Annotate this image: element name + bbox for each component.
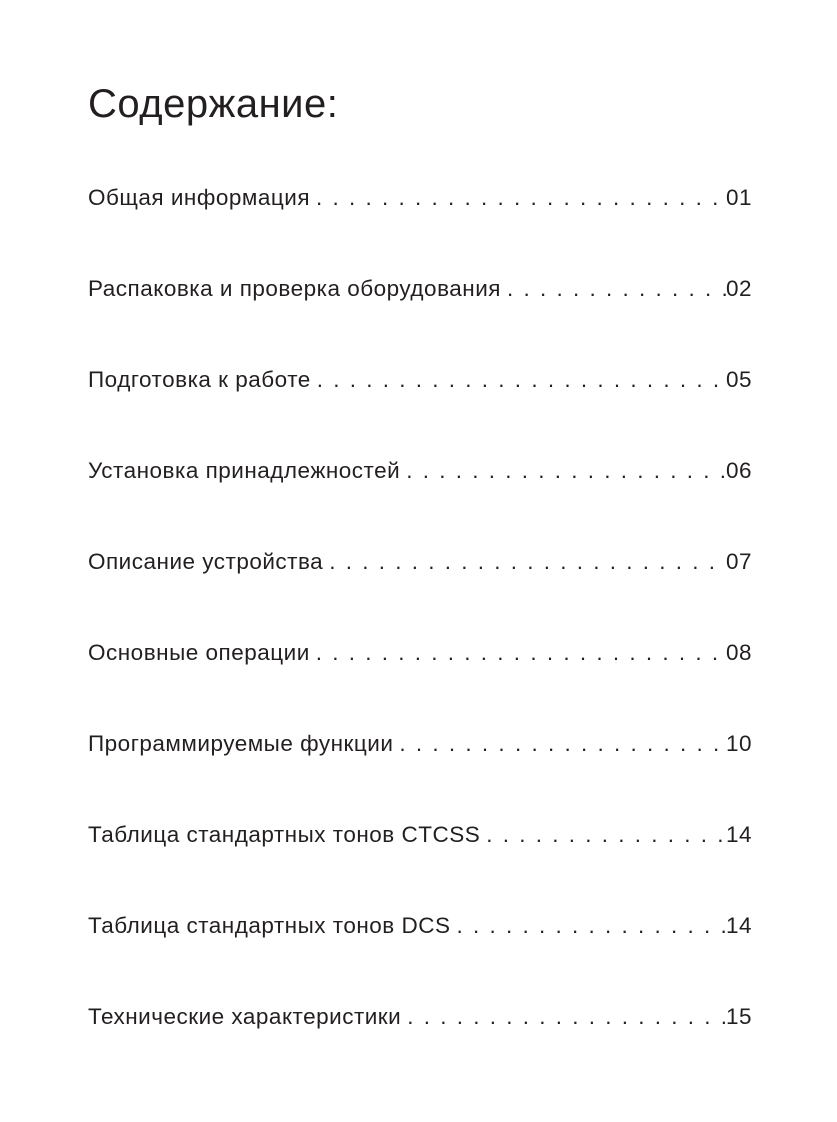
toc-entry-dcs-table[interactable] (88, 911, 752, 1002)
toc-entry-label: Основные операции (88, 640, 310, 665)
toc-page-number: 15 (725, 1004, 752, 1029)
toc-entry-label: Программируемые функции (88, 731, 394, 756)
toc-page-number: 14 (725, 913, 752, 938)
toc-entry-ctcss-table[interactable] (88, 820, 752, 911)
toc-entry-basic-operations[interactable] (88, 638, 752, 729)
toc-entry-label: Подготовка к работе (88, 367, 311, 392)
dot-leader (310, 638, 726, 668)
dot-leader (451, 911, 726, 941)
dot-leader (310, 183, 726, 213)
toc-page-number: 01 (725, 185, 752, 210)
toc-entry-preparation[interactable] (88, 365, 752, 456)
dot-leader (401, 1002, 726, 1032)
page-title: Содержание: (88, 82, 339, 126)
toc-page-number: 07 (725, 549, 752, 574)
toc-entry-label: Таблица стандартных тонов CTCSS (88, 822, 481, 847)
toc-entry-label: Установка принадлежностей (88, 458, 401, 483)
table-of-contents (88, 183, 752, 1093)
dot-leader (480, 820, 726, 850)
dot-leader (400, 456, 726, 486)
toc-entry-label: Описание устройства (88, 549, 324, 574)
dot-leader (393, 729, 726, 759)
toc-entry-accessories[interactable] (88, 456, 752, 547)
dot-leader (501, 274, 726, 304)
toc-page-number: 08 (725, 640, 752, 665)
toc-entry-label: Таблица стандартных тонов DCS (88, 913, 451, 938)
dot-leader (323, 547, 726, 577)
toc-entry-programmable-functions[interactable] (88, 729, 752, 820)
toc-entry-general-info[interactable] (88, 183, 752, 274)
toc-entry-label: Распаковка и проверка оборудования (88, 276, 501, 301)
toc-page-number: 05 (725, 367, 752, 392)
toc-entry-label: Технические характеристики (88, 1004, 402, 1029)
toc-entry-unpacking[interactable] (88, 274, 752, 365)
toc-page-number: 10 (725, 731, 752, 756)
toc-page-number: 06 (725, 458, 752, 483)
toc-entry-device-description[interactable] (88, 547, 752, 638)
toc-entry-label: Общая информация (88, 185, 311, 210)
toc-page-number: 02 (725, 276, 752, 301)
toc-entry-specifications[interactable] (88, 1002, 752, 1093)
dot-leader (311, 365, 726, 395)
toc-page-number: 14 (725, 822, 752, 847)
